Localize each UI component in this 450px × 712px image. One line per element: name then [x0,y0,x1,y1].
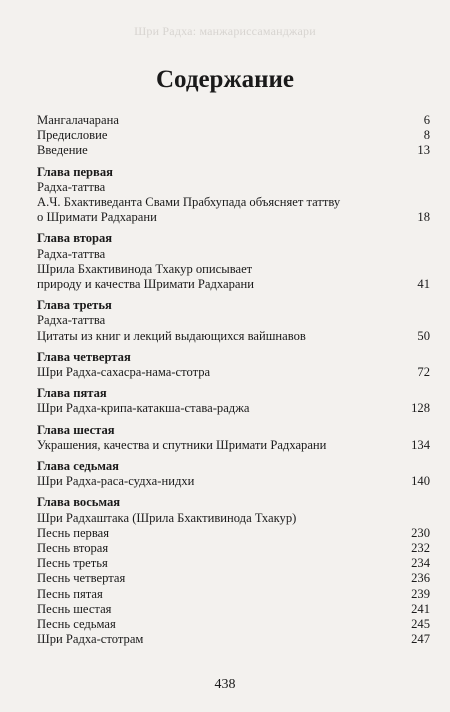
toc-entry-title: Цитаты из книг и лекций выдающихся вайшнавов [37,328,306,343]
toc-page-number: 6 [423,113,430,127]
toc-entry-title: Глава четвертая [37,349,131,364]
toc-entry-title: Песнь пятая [37,586,103,601]
toc-entry [37,474,430,489]
toc-entry-title: Шри Радхаштака (Шрила Бхактивинода Тхакур) [37,510,297,525]
toc-entry-title: Глава восьмая [37,495,121,510]
toc-entry-title: Шрила Бхактивинода Тхакур описывает [37,261,253,276]
toc-entry [37,365,430,380]
toc-page-number: 236 [411,571,430,586]
toc-chapter-heading [37,298,430,313]
toc-subtitle [37,247,430,262]
toc-page-number: 140 [411,474,430,489]
toc-entry-title: Радха-таттва [37,246,106,261]
toc-entry [37,113,430,128]
toc-entry-title: природу и качества Шримати Радхарани [37,277,254,292]
toc-page-number: 50 [417,328,430,343]
toc-entry [37,526,430,541]
toc-chapter-heading [37,423,430,438]
toc-entry-title: Песнь седьмая [37,617,116,632]
toc-entry [37,602,430,617]
toc-entry [37,556,430,571]
toc-page-number: 232 [411,541,430,556]
toc-page-number: 128 [411,401,430,416]
table-of-contents [37,113,430,648]
toc-chapter-heading [37,459,430,474]
toc-page-number: 230 [411,525,430,540]
toc-page-number: 8 [423,128,430,143]
toc-entry-title: Введение [37,143,88,158]
toc-page-number: 245 [411,617,430,632]
toc-page-number: 72 [417,365,430,380]
toc-entry-title: Шри Радха-раса-судха-нидхи [37,474,195,489]
toc-entry-title: Предисловие [37,128,108,143]
toc-chapter-heading [37,386,430,401]
toc-entry [37,128,430,143]
toc-entry [37,143,430,158]
toc-entry [37,277,430,292]
page-number: 438 [214,677,236,692]
toc-entry-title: Песнь четвертая [37,571,126,586]
toc-page-number: 134 [411,437,430,452]
toc-entry-title: Глава вторая [37,231,113,246]
toc-entry-title: Радха-таттва [37,179,106,194]
toc-entry-title: Радха-таттва [37,313,106,328]
toc-entry [37,632,430,647]
toc-entry-title: Песнь вторая [37,541,109,556]
toc-chapter-heading [37,495,430,510]
toc-entry [37,438,430,453]
toc-entry-title: Глава седьмая [37,459,120,474]
toc-page-number: 234 [411,556,430,571]
toc-chapter-heading [37,231,430,246]
toc-entry-title: Песнь третья [37,556,108,571]
toc-entry [37,210,430,225]
toc-entry-title: Глава шестая [37,422,115,437]
toc-entry-title: Шри Радха-стотрам [37,632,144,647]
toc-entry [37,617,430,632]
toc-entry-title: Шри Радха-сахасра-нама-стотра [37,365,211,380]
toc-entry [37,571,430,586]
toc-entry-title: Песнь первая [37,525,110,540]
toc-entry [37,587,430,602]
toc-chapter-heading [37,350,430,365]
toc-entry-title: Глава третья [37,298,112,313]
toc-entry-title: Глава пятая [37,386,107,401]
toc-entry [37,511,430,526]
toc-entry-title: о Шримати Радхарани [37,210,157,225]
toc-subtitle [37,180,430,195]
toc-entry-title: Песнь шестая [37,601,112,616]
toc-entry-title: Шри Радха-крипа-катакша-става-раджа [37,401,250,416]
toc-page-number: 41 [417,277,430,292]
running-head: Шри Радха: манжариссаманджари [134,24,316,38]
toc-entry-title: Мангалачарана [37,113,119,127]
toc-page-number: 18 [417,210,430,225]
toc-entry-title: Украшения, качества и спутники Шримати Радхарани [37,437,327,452]
toc-entry [37,262,430,277]
toc-entry [37,541,430,556]
toc-entry-title: Глава первая [37,164,113,179]
toc-page-number: 241 [411,601,430,616]
toc-entry [37,329,430,344]
toc-chapter-heading [37,165,430,180]
toc-entry-title: А.Ч. Бхактиведанта Свами Прабхупада объясняет таттву [37,195,341,210]
toc-page-number: 13 [417,143,430,158]
toc-entry [37,401,430,416]
page-title: Содержание [155,66,294,93]
toc-subtitle [37,313,430,328]
toc-entry [37,195,430,210]
toc-page-number: 239 [411,586,430,601]
toc-page-number: 247 [411,632,430,647]
